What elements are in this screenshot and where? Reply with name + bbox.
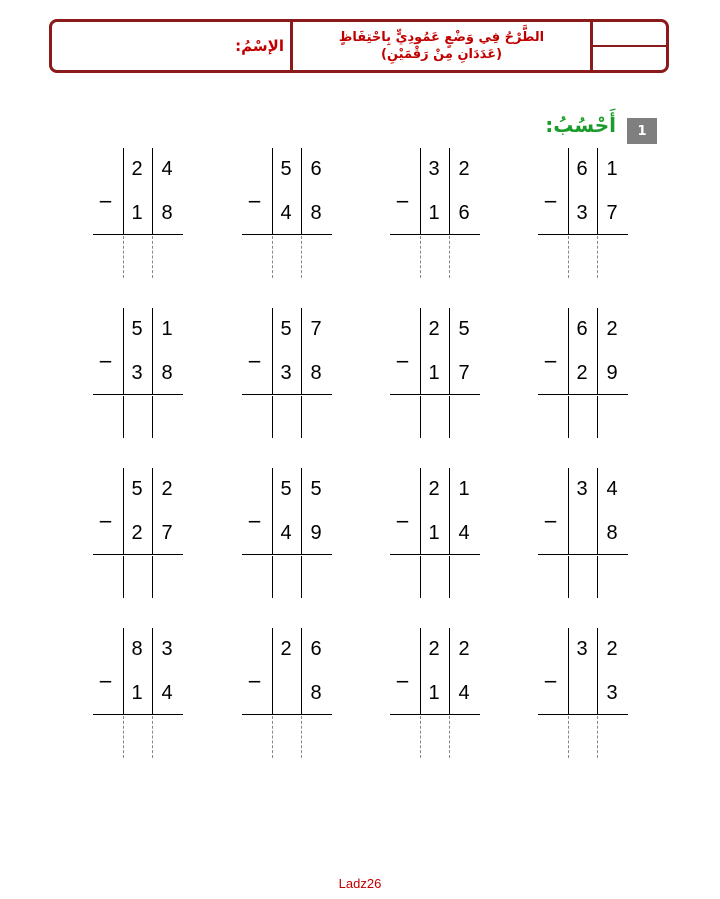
answer-line — [538, 234, 628, 235]
column-divider — [597, 148, 598, 234]
minus-sign: _ — [249, 178, 260, 203]
subtrahend-tens-digit: 1 — [428, 202, 440, 224]
subtraction-problem — [538, 628, 634, 760]
subtrahend-units-digit: 4 — [161, 682, 173, 704]
answer-column-divider — [568, 236, 569, 278]
subtrahend-units-digit: 8 — [310, 362, 322, 384]
minuend-tens-digit: 5 — [280, 318, 292, 340]
subtraction-problem — [242, 148, 338, 280]
subtrahend-units-digit: 9 — [606, 362, 618, 384]
column-divider — [597, 468, 598, 554]
subtraction-problem — [538, 148, 634, 280]
subtrahend-units-digit: 3 — [606, 682, 618, 704]
minuend-tens-digit: 2 — [428, 318, 440, 340]
minus-sign: _ — [397, 658, 408, 683]
column-divider — [152, 308, 153, 394]
minuend-units-digit: 2 — [606, 318, 618, 340]
column-divider — [123, 148, 124, 234]
subtraction-problem — [390, 148, 486, 280]
subtraction-problem — [242, 308, 338, 440]
subtrahend-tens-digit: 3 — [576, 202, 588, 224]
instruction-text: أَحْسُبُ: — [545, 113, 616, 137]
minuend-tens-digit: 3 — [576, 638, 588, 660]
column-divider — [152, 628, 153, 714]
subtrahend-units-digit: 6 — [458, 202, 470, 224]
minus-sign: _ — [100, 498, 111, 523]
minus-sign: _ — [397, 338, 408, 363]
answer-line — [390, 714, 480, 715]
answer-column-divider — [597, 716, 598, 758]
column-divider — [152, 468, 153, 554]
subtrahend-units-digit: 8 — [161, 362, 173, 384]
answer-column-divider — [301, 236, 302, 278]
column-divider — [597, 308, 598, 394]
minuend-tens-digit: 2 — [131, 158, 143, 180]
minuend-units-digit: 7 — [310, 318, 322, 340]
column-divider — [568, 628, 569, 714]
minuend-tens-digit: 5 — [131, 318, 143, 340]
name-field[interactable] — [52, 22, 290, 70]
minuend-tens-digit: 8 — [131, 638, 143, 660]
answer-column-divider — [301, 396, 302, 438]
subtraction-problem — [93, 148, 189, 280]
answer-column-divider — [420, 556, 421, 598]
subtrahend-tens-digit: 1 — [131, 682, 143, 704]
minus-sign: _ — [249, 338, 260, 363]
minuend-tens-digit: 6 — [576, 158, 588, 180]
column-divider — [420, 148, 421, 234]
column-divider — [568, 468, 569, 554]
subtrahend-tens-digit: 1 — [428, 522, 440, 544]
column-divider — [272, 148, 273, 234]
subtraction-problem — [538, 468, 634, 600]
answer-column-divider — [301, 556, 302, 598]
answer-column-divider — [449, 236, 450, 278]
minuend-units-digit: 1 — [458, 478, 470, 500]
minus-sign: _ — [545, 498, 556, 523]
column-divider — [123, 628, 124, 714]
section-number-badge: 1 — [627, 118, 657, 144]
subtrahend-units-digit: 4 — [458, 522, 470, 544]
subtrahend-units-digit: 8 — [161, 202, 173, 224]
minuend-units-digit: 4 — [606, 478, 618, 500]
minuend-tens-digit: 5 — [131, 478, 143, 500]
subtraction-problem — [390, 308, 486, 440]
column-divider — [449, 628, 450, 714]
answer-line — [93, 554, 183, 555]
minuend-tens-digit: 3 — [428, 158, 440, 180]
subtraction-problem — [93, 308, 189, 440]
answer-line — [242, 554, 332, 555]
answer-column-divider — [449, 556, 450, 598]
subtrahend-tens-digit: 2 — [131, 522, 143, 544]
answer-line — [93, 234, 183, 235]
subtrahend-tens-digit: 4 — [280, 202, 292, 224]
column-divider — [123, 308, 124, 394]
minuend-units-digit: 1 — [606, 158, 618, 180]
answer-column-divider — [272, 236, 273, 278]
answer-line — [390, 394, 480, 395]
subtrahend-tens-digit: 3 — [280, 362, 292, 384]
column-divider — [272, 308, 273, 394]
minuend-tens-digit: 2 — [428, 638, 440, 660]
answer-column-divider — [420, 236, 421, 278]
answer-column-divider — [449, 716, 450, 758]
column-divider — [123, 468, 124, 554]
column-divider — [301, 148, 302, 234]
answer-column-divider — [123, 396, 124, 438]
worksheet-title — [290, 22, 590, 70]
answer-column-divider — [272, 396, 273, 438]
answer-column-divider — [568, 716, 569, 758]
subtrahend-tens-digit: 1 — [131, 202, 143, 224]
minus-sign: _ — [249, 658, 260, 683]
answer-line — [538, 554, 628, 555]
subtraction-problem — [93, 628, 189, 760]
subtrahend-units-digit: 8 — [310, 682, 322, 704]
answer-line — [242, 394, 332, 395]
column-divider — [449, 468, 450, 554]
column-divider — [597, 628, 598, 714]
minuend-units-digit: 6 — [310, 158, 322, 180]
subtrahend-units-digit: 8 — [606, 522, 618, 544]
minus-sign: _ — [100, 658, 111, 683]
minuend-units-digit: 3 — [161, 638, 173, 660]
minuend-tens-digit: 2 — [280, 638, 292, 660]
minus-sign: _ — [545, 178, 556, 203]
minuend-tens-digit: 2 — [428, 478, 440, 500]
answer-column-divider — [449, 396, 450, 438]
answer-line — [390, 234, 480, 235]
minuend-units-digit: 2 — [161, 478, 173, 500]
answer-column-divider — [301, 716, 302, 758]
score-box — [590, 22, 666, 70]
minuend-units-digit: 4 — [161, 158, 173, 180]
subtrahend-units-digit: 9 — [310, 522, 322, 544]
column-divider — [420, 308, 421, 394]
column-divider — [301, 308, 302, 394]
minus-sign: _ — [545, 338, 556, 363]
answer-column-divider — [152, 716, 153, 758]
column-divider — [272, 468, 273, 554]
score-cell-bottom — [593, 47, 666, 70]
answer-line — [93, 714, 183, 715]
answer-column-divider — [597, 236, 598, 278]
footer-credit: Ladz26 — [338, 876, 382, 891]
subtrahend-tens-digit: 4 — [280, 522, 292, 544]
column-divider — [568, 148, 569, 234]
subtraction-problem — [390, 628, 486, 760]
subtrahend-units-digit: 7 — [606, 202, 618, 224]
minus-sign: _ — [249, 498, 260, 523]
answer-column-divider — [568, 556, 569, 598]
subtrahend-tens-digit: 1 — [428, 362, 440, 384]
subtrahend-tens-digit: 2 — [576, 362, 588, 384]
worksheet-header — [49, 19, 669, 73]
minuend-units-digit: 5 — [310, 478, 322, 500]
answer-column-divider — [420, 396, 421, 438]
column-divider — [420, 628, 421, 714]
column-divider — [301, 468, 302, 554]
answer-line — [242, 714, 332, 715]
minuend-tens-digit: 5 — [280, 158, 292, 180]
answer-column-divider — [123, 236, 124, 278]
minuend-units-digit: 6 — [310, 638, 322, 660]
name-label: الإسْمُ: — [235, 37, 284, 55]
column-divider — [420, 468, 421, 554]
column-divider — [449, 148, 450, 234]
subtraction-problem — [242, 468, 338, 600]
minuend-units-digit: 5 — [458, 318, 470, 340]
subtraction-problem — [390, 468, 486, 600]
answer-column-divider — [272, 556, 273, 598]
minuend-tens-digit: 6 — [576, 318, 588, 340]
answer-column-divider — [152, 236, 153, 278]
subtrahend-units-digit: 7 — [161, 522, 173, 544]
subtrahend-units-digit: 8 — [310, 202, 322, 224]
answer-column-divider — [597, 396, 598, 438]
minus-sign: _ — [100, 338, 111, 363]
answer-column-divider — [420, 716, 421, 758]
minuend-units-digit: 1 — [161, 318, 173, 340]
subtraction-problem — [538, 308, 634, 440]
title-line-1: الطَّرْحُ فِي وَضْعٍ عَمُودِيٍّ بِاحْتِفَاظٍ — [338, 30, 545, 45]
answer-column-divider — [152, 556, 153, 598]
subtraction-problem — [242, 628, 338, 760]
subtrahend-tens-digit: 3 — [131, 362, 143, 384]
answer-column-divider — [152, 396, 153, 438]
column-divider — [568, 308, 569, 394]
minuend-units-digit: 2 — [606, 638, 618, 660]
answer-column-divider — [568, 396, 569, 438]
subtrahend-units-digit: 7 — [458, 362, 470, 384]
minuend-units-digit: 2 — [458, 158, 470, 180]
column-divider — [152, 148, 153, 234]
minuend-tens-digit: 5 — [280, 478, 292, 500]
minus-sign: _ — [397, 498, 408, 523]
title-line-2: (عَدَدَانِ مِنْ رَقْمَيْنِ) — [381, 47, 503, 62]
minus-sign: _ — [100, 178, 111, 203]
minuend-tens-digit: 3 — [576, 478, 588, 500]
column-divider — [449, 308, 450, 394]
minus-sign: _ — [397, 178, 408, 203]
score-cell-top — [593, 22, 666, 47]
subtrahend-units-digit: 4 — [458, 682, 470, 704]
answer-line — [242, 234, 332, 235]
answer-line — [390, 554, 480, 555]
minus-sign: _ — [545, 658, 556, 683]
subtraction-problem — [93, 468, 189, 600]
subtrahend-tens-digit: 1 — [428, 682, 440, 704]
answer-line — [538, 714, 628, 715]
answer-line — [93, 394, 183, 395]
minuend-units-digit: 2 — [458, 638, 470, 660]
answer-column-divider — [597, 556, 598, 598]
answer-column-divider — [123, 556, 124, 598]
answer-line — [538, 394, 628, 395]
column-divider — [301, 628, 302, 714]
answer-column-divider — [123, 716, 124, 758]
answer-column-divider — [272, 716, 273, 758]
column-divider — [272, 628, 273, 714]
